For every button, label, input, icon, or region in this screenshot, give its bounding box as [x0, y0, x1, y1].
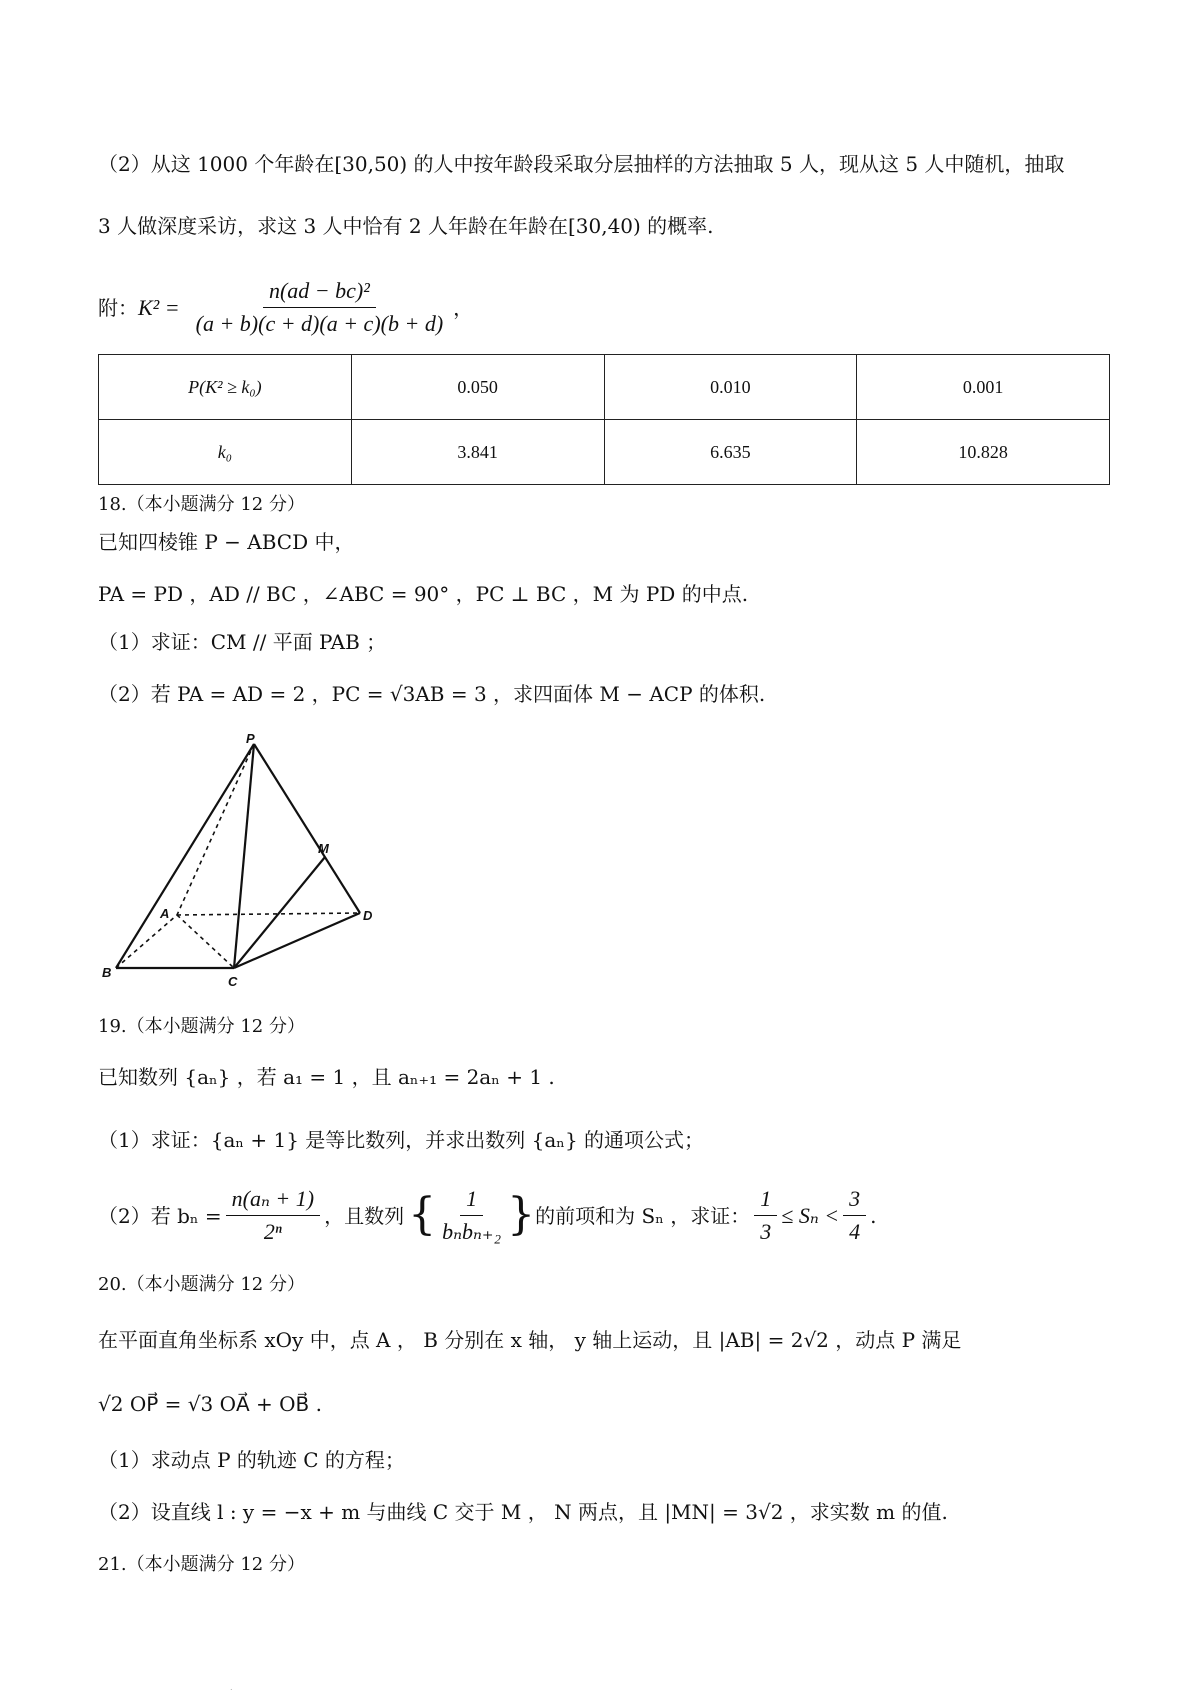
edge-PB [116, 744, 254, 968]
p19-part1: （1）求证：{aₙ + 1} 是等比数列，并求出数列 {aₙ} 的通项公式； [98, 1128, 705, 1152]
label-D: D [363, 908, 373, 923]
formula-tail: ， [453, 295, 474, 320]
p20-line1: 在平面直角坐标系 xOy 中，点 A ， B 分别在 x 轴， y 轴上运动，且 |AB| = 2√2 ，动点 P 满足 [98, 1328, 962, 1352]
fraction-numerator: n(aₙ + 1) [226, 1186, 320, 1216]
edge-AD [177, 913, 360, 915]
fraction-numerator: 1 [754, 1186, 777, 1216]
table-cell: 10.828 [857, 420, 1110, 485]
p19-part2-mid2: 的前项和为 Sₙ ，求证： [535, 1203, 751, 1228]
table-cell: 0.001 [857, 355, 1110, 420]
edge-AB [116, 915, 177, 968]
formula-fraction [190, 278, 450, 338]
right-brace: } [507, 1189, 536, 1241]
p18-line1: 已知四棱锥 P − ABCD 中， [98, 530, 355, 554]
formula-numerator: n(ad − bc)² [263, 278, 376, 308]
fraction-denominator: 3 [760, 1219, 772, 1245]
appendix-label: 附： [98, 295, 138, 320]
p19-part2-mid1: ，且数列 [324, 1203, 405, 1228]
fraction-denominator: bₙbₙ₊₂ [442, 1219, 502, 1245]
fraction-denominator: 2ⁿ [263, 1219, 282, 1245]
label-P: P [246, 731, 255, 746]
p19-line1: 已知数列 {aₙ} ，若 a₁ = 1 ，且 aₙ₊₁ = 2aₙ + 1 . [98, 1065, 555, 1089]
formula-denominator: (a + b)(c + d)(a + c)(b + d) [195, 311, 444, 337]
fraction-numerator: 1 [460, 1186, 483, 1216]
p17-part2-line2: 3 人做深度采访，求这 3 人中恰有 2 人年龄在年龄在[30,40) 的概率. [98, 214, 714, 238]
table-cell: 6.635 [604, 420, 857, 485]
fraction-sequence-term [436, 1186, 507, 1246]
edge-CD [234, 913, 360, 968]
p19-part2 [98, 1186, 876, 1246]
p18-part1: （1）求证：CM // 平面 PAB ； [98, 630, 387, 654]
fraction-numerator: 3 [843, 1186, 866, 1216]
table-cell: 3.841 [351, 420, 604, 485]
critical-value-table [98, 354, 1110, 485]
label-C: C [228, 974, 238, 989]
table-header-p: P(K² ≥ k₀) [99, 355, 352, 420]
p20-part2: （2）设直线 l : y = −x + m 与曲线 C 交于 M ， N 两点，且 |MN| = 3√2 ，求实数 m 的值. [98, 1500, 948, 1524]
edge-PA [177, 744, 254, 915]
p19-part2-end: . [870, 1203, 877, 1228]
table-cell: 0.010 [604, 355, 857, 420]
left-brace: { [408, 1189, 437, 1241]
p20-part1: （1）求动点 P 的轨迹 C 的方程； [98, 1448, 405, 1472]
formula-lhs: K² = [138, 294, 180, 320]
edge-PD [254, 744, 360, 913]
p20-heading: 20.（本小题满分 12 分） [98, 1274, 305, 1295]
table-cell: 0.050 [351, 355, 604, 420]
fraction-three-quarters [843, 1186, 866, 1246]
footer-mark: . [230, 1683, 233, 1692]
segment-CM [234, 857, 325, 968]
edge-PC [234, 744, 254, 968]
p20-line2: √2 OP⃗ = √3 OA⃗ + OB⃗ . [98, 1392, 322, 1416]
p19-heading: 19.（本小题满分 12 分） [98, 1016, 305, 1037]
p17-part2-line1: （2）从这 1000 个年龄在[30,50) 的人中按年龄段采取分层抽样的方法抽取 5 人，现从这 5 人中随机，抽取 [98, 152, 1065, 176]
label-M: M [318, 841, 329, 856]
p21-heading: 21.（本小题满分 12 分） [98, 1554, 305, 1575]
table-row [99, 420, 1110, 485]
label-B: B [102, 965, 112, 980]
p19-part2-prefix: （2）若 bₙ = [98, 1203, 222, 1228]
table-row [99, 355, 1110, 420]
chi-square-formula [98, 278, 473, 338]
fraction-bn [226, 1186, 320, 1246]
p19-part2-mid3: ≤ Sₙ < [781, 1202, 840, 1228]
pyramid-figure [100, 730, 400, 990]
fraction-one-third [754, 1186, 777, 1246]
p18-heading: 18.（本小题满分 12 分） [98, 494, 305, 515]
label-A: A [160, 906, 170, 921]
table-header-k: k₀ [99, 420, 352, 485]
edge-AC [177, 915, 234, 968]
fraction-denominator: 4 [849, 1219, 861, 1245]
p18-line2: PA = PD ，AD // BC ，∠ABC = 90° ，PC ⊥ BC ，M 为 PD 的中点. [98, 582, 749, 606]
p18-part2: （2）若 PA = AD = 2 ，PC = √3AB = 3 ，求四面体 M − ACP 的体积. [98, 682, 766, 706]
